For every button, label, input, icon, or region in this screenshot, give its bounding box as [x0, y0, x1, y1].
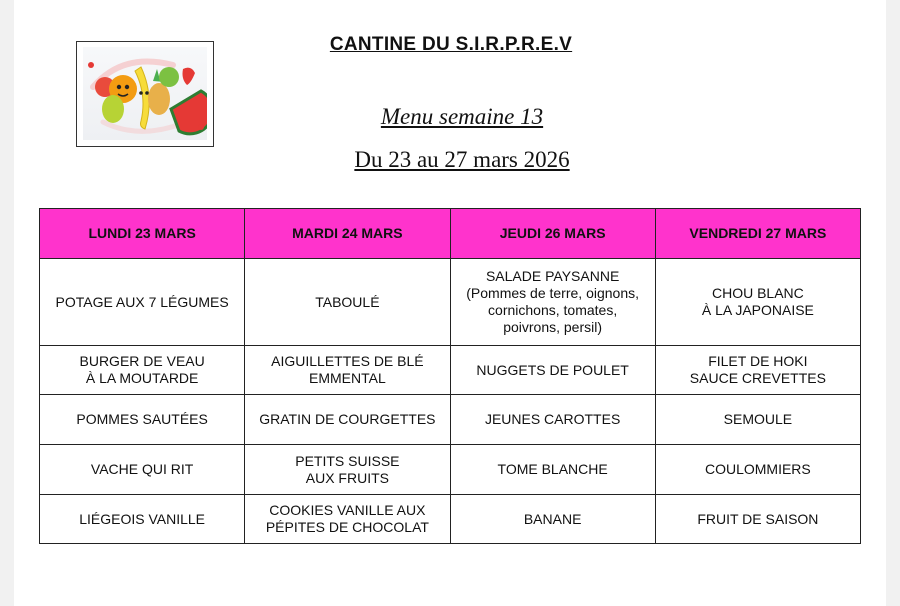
day-header: VENDREDI 27 MARS [655, 209, 860, 259]
day-header: MARDI 24 MARS [245, 209, 450, 259]
menu-cell [245, 445, 450, 495]
dish-line: NUGGETS DE POULET [476, 361, 629, 378]
dish-line: AUX FRUITS [305, 469, 389, 486]
menu-cell [655, 445, 860, 495]
dish-line: AIGUILLETTES DE BLÉ [271, 353, 424, 369]
dish-line: PETITS SUISSE [295, 452, 400, 469]
day-header: LUNDI 23 MARS [40, 209, 245, 259]
menu-cell [655, 395, 860, 445]
menu-cell [245, 259, 450, 346]
dish-line: JEUNES CAROTTES [484, 411, 621, 427]
dish-line: VACHE QUI RIT [90, 461, 194, 477]
starter-row [40, 259, 861, 346]
menu-cell [450, 445, 655, 495]
dish-line: EMMENTAL [309, 370, 386, 386]
menu-cell [655, 495, 860, 544]
date-range: Du 23 au 27 mars 2026 [354, 147, 570, 172]
header-row [40, 209, 861, 259]
dish-line: SALADE PAYSANNE [485, 268, 620, 284]
dairy-row [40, 445, 861, 495]
menu-cell [450, 259, 655, 346]
menu-cell [450, 495, 655, 544]
week-label: Menu semaine 13 [380, 104, 544, 129]
dish-line: LIÉGEOIS VANILLE [79, 510, 206, 527]
menu-cell [40, 495, 245, 544]
menu-cell [245, 495, 450, 544]
dish-line: BANANE [523, 510, 582, 527]
dish-line: CHOU BLANC [711, 285, 804, 301]
menu-cell [245, 395, 450, 445]
dish-line: poivrons, persil) [503, 319, 603, 335]
page-title: CANTINE DU S.I.R.P.R.E.V [329, 34, 573, 55]
main-course-row [40, 346, 861, 395]
dish-line: PÉPITES DE CHOCOLAT [265, 519, 429, 535]
dish-line: À LA JAPONAISE [701, 302, 814, 318]
dish-line: COULOMMIERS [704, 461, 811, 477]
dish-line: FILET DE HOKI [708, 353, 808, 369]
menu-cell [40, 259, 245, 346]
dish-line: SAUCE CREVETTES [689, 370, 826, 386]
dish-line: POTAGE AUX 7 LÉGUMES [55, 293, 229, 310]
dish-line: GRATIN DE COURGETTES [259, 411, 436, 427]
menu-cell [40, 445, 245, 495]
menu-cell [655, 346, 860, 395]
fruit-characters-logo-icon [83, 47, 207, 140]
dish-line: POMMES SAUTÉES [76, 411, 208, 427]
dish-line: BURGER DE VEAU [79, 353, 205, 369]
dish-line: (Pommes de terre, oignons, [466, 285, 639, 301]
menu-cell [655, 259, 860, 346]
dish-line: SEMOULE [723, 411, 793, 427]
menu-cell [450, 346, 655, 395]
day-header: JEUDI 26 MARS [450, 209, 655, 259]
menu-cell [245, 346, 450, 395]
side-dish-row [40, 395, 861, 445]
menu-table [39, 208, 861, 544]
menu-cell [40, 395, 245, 445]
dish-line: COOKIES VANILLE AUX [269, 502, 426, 518]
dish-line: TOME BLANCHE [497, 461, 608, 477]
menu-cell [40, 346, 245, 395]
dish-line: FRUIT DE SAISON [697, 510, 819, 527]
dish-line: À LA MOUTARDE [85, 370, 199, 386]
dish-line: TABOULÉ [315, 293, 380, 310]
dish-line: cornichons, tomates, [488, 302, 618, 318]
canteen-logo [76, 41, 214, 147]
menu-cell [450, 395, 655, 445]
menu-page [14, 0, 886, 606]
dessert-row [40, 495, 861, 544]
